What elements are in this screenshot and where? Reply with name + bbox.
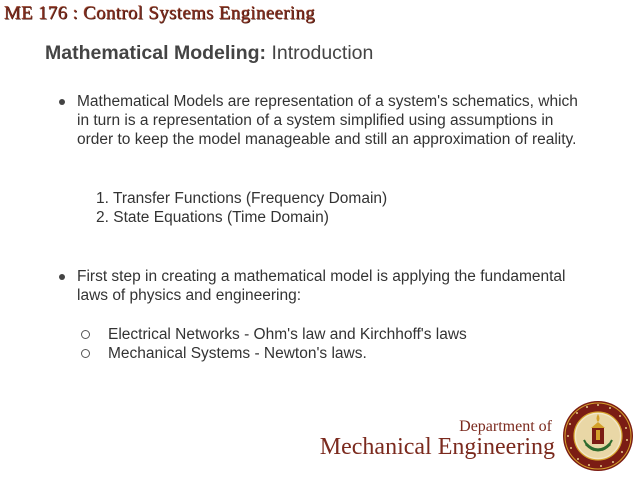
bullet-icon bbox=[59, 99, 65, 105]
hollow-circle-bullet-icon bbox=[81, 349, 90, 358]
sub-list-text: Mechanical Systems - Newton's laws. bbox=[108, 345, 367, 362]
numbered-list bbox=[96, 189, 387, 227]
hollow-circle-bullet-icon bbox=[81, 330, 90, 339]
department-name: Mechanical Engineering bbox=[319, 434, 555, 460]
university-seal-icon bbox=[562, 400, 634, 472]
department-label: Department of bbox=[459, 418, 552, 435]
slide-title-bold: Mathematical Modeling: bbox=[45, 42, 267, 64]
numbered-list-item: 1. Transfer Functions (Frequency Domain) bbox=[96, 190, 388, 207]
slide-title-normal: Introduction bbox=[266, 42, 374, 64]
bullet-text: Mathematical Models are representation of a system's schematics, which in turn is a representation of a system simplified using assumptions in order to keep the model manageable and still an approximation of reality. bbox=[77, 93, 578, 148]
sub-list bbox=[81, 325, 467, 363]
bullet-text: First step in creating a mathematical model is applying the fundamental laws of physics and engineering: bbox=[77, 268, 566, 304]
sub-list-item bbox=[81, 325, 467, 344]
course-header: ME 176 : Control Systems Engineering bbox=[4, 3, 316, 24]
numbered-list-item: 2. State Equations (Time Domain) bbox=[96, 209, 329, 226]
bullet-icon bbox=[59, 274, 65, 280]
sub-list-text: Electrical Networks - Ohm's law and Kirchhoff's laws bbox=[108, 326, 467, 343]
slide-title bbox=[45, 42, 373, 65]
sub-list-item bbox=[81, 344, 467, 363]
